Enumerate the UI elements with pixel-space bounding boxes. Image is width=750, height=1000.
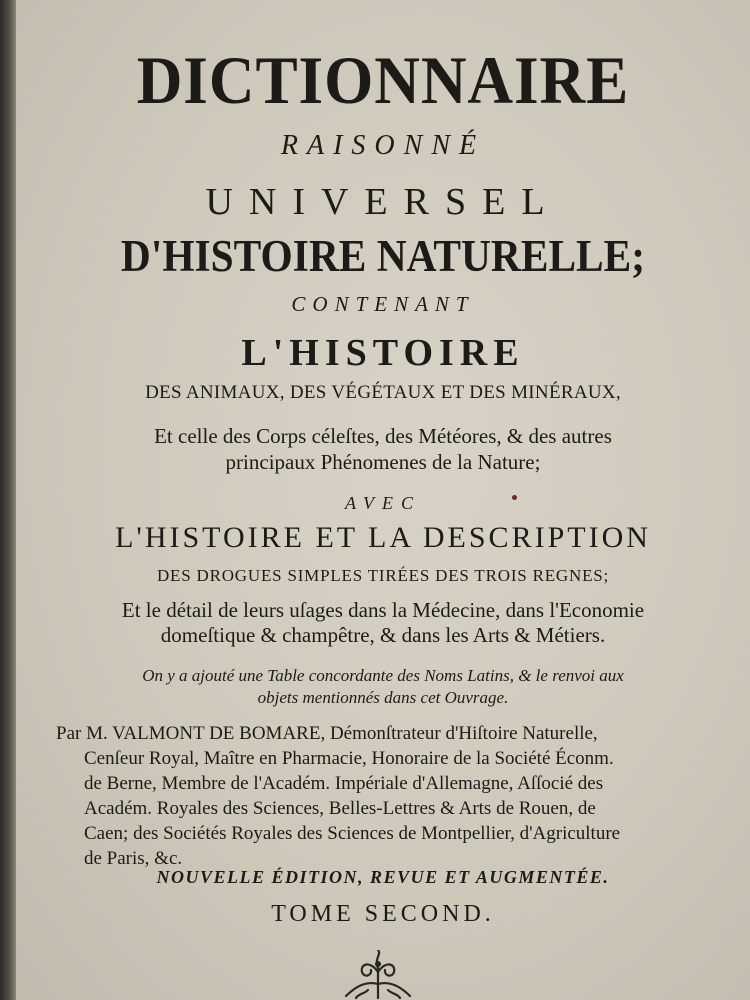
corps-line-1: Et celle des Corps céleſtes, des Météores, & des autres	[154, 424, 612, 448]
book-spine-shadow	[0, 0, 16, 1000]
author-line: Par M. VALMONT DE BOMARE, Démonſtrateur d'Hiſtoire Naturelle,	[56, 723, 598, 744]
corps-line-2: principaux Phénomenes de la Nature;	[225, 450, 541, 474]
ajoute-line-1: On y a ajouté une Table concordante des Noms Latins, & le renvoi aux	[142, 666, 624, 685]
drogues-line: DES DROGUES SIMPLES TIRÉES DES TROIS REGNES;	[156, 566, 610, 585]
title-page	[16, 0, 750, 1000]
contenant-label: CONTENANT	[291, 292, 475, 316]
fleuron-ornament-icon	[338, 950, 418, 1000]
subtitle-universel: UNIVERSEL	[205, 181, 561, 223]
subtitle-raisonne: RAISONNÉ	[280, 130, 486, 161]
volume-line: TOME SECOND.	[271, 901, 495, 927]
author-line: Académ. Royales des Sciences, Belles-Lettres & Arts de Rouen, de	[84, 798, 596, 819]
ajoute-line-2: objets mentionnés dans cet Ouvrage.	[257, 688, 509, 707]
book-title: DICTIONNAIRE	[136, 42, 630, 118]
animaux-line: DES ANIMAUX, DES VÉGÉTAUX ET DES MINÉRAUX,	[145, 382, 621, 403]
subtitle-histoire-naturelle: D'HISTOIRE NATURELLE;	[120, 231, 646, 281]
ink-spot	[512, 495, 517, 500]
detail-line-2: domeſtique & champêtre, & dans les Arts & Métiers.	[160, 623, 606, 647]
detail-line-1: Et le détail de leurs uſages dans la Médecine, dans l'Economie	[121, 598, 645, 622]
histoire-description-heading: L'HISTOIRE ET LA DESCRIPTION	[115, 521, 651, 554]
author-line: de Paris, &c.	[84, 848, 183, 869]
avec-label: AVEC	[344, 493, 422, 513]
author-line: Caen; des Sociétés Royales des Sciences de Montpellier, d'Agriculture	[84, 823, 621, 844]
edition-line: NOUVELLE ÉDITION, REVUE ET AUGMENTÉE.	[156, 867, 610, 887]
lhistoire-heading: L'HISTOIRE	[241, 332, 525, 374]
author-line: de Berne, Membre de l'Académ. Impériale d'Allemagne, Aſſocié des	[84, 773, 604, 794]
author-line: Cenſeur Royal, Maître en Pharmacie, Honoraire de la Société Éconm.	[84, 748, 614, 769]
